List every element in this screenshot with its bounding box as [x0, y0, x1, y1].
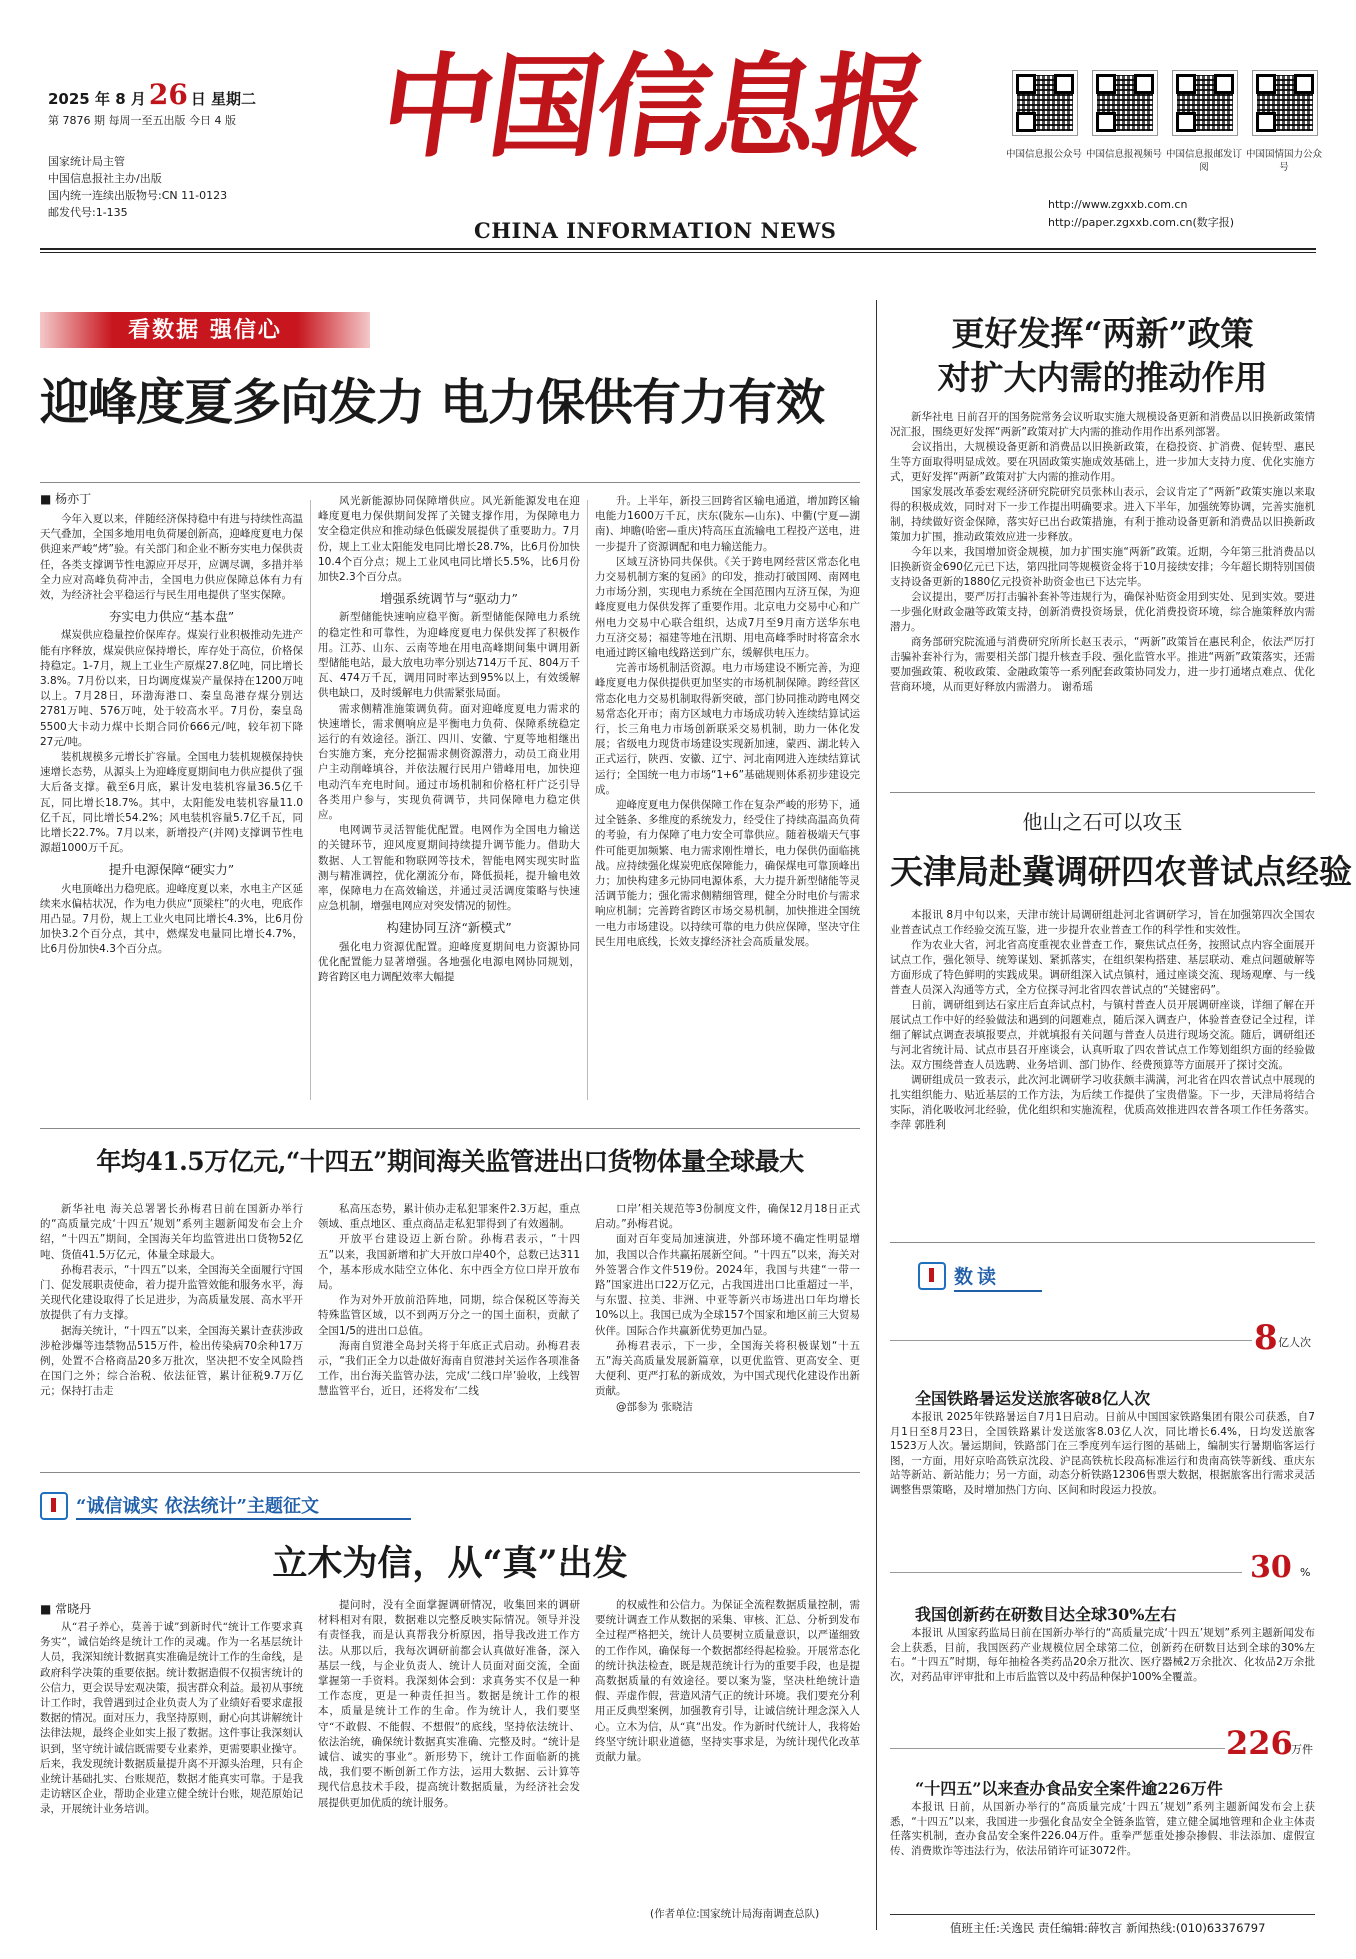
paragraph: 今年入夏以来，伴随经济保持稳中有进与持续性高温天气叠加，全国多地用电负荷屡创新高，迎峰度夏电力保供迎来严峻“烤”验。有关部门和企业不断夯实电力保供责任，各类支撑调节性电源应开尽开，应调尽调，多措并举全力应对高峰负荷冲击，全国电力供应保障总体有力有效，为经济社会平稳运行与民生用电提供了坚实保障。: [40, 513, 303, 602]
section-icon: [40, 1492, 68, 1520]
section-subhead: 提升电源保障“硬实力”: [108, 862, 235, 878]
lead-byline: ■ 杨亦丁: [40, 492, 92, 506]
paragraph: 私高压态势，累计侦办走私犯罪案件2.3万起，重点领域、重点地区、重点商品走私犯罪得到了有效遏制。: [318, 1203, 580, 1231]
stat-unit: %: [1300, 1566, 1311, 1579]
right1-body: [890, 410, 1315, 780]
publisher-info: 国家统计局主管 中国信息报社主办/出版 国内统一连续出版物号:CN 11-0123 邮发代号:1-135: [48, 155, 228, 219]
shudu-title: 数读: [954, 1266, 1001, 1288]
paragraph: 新华社电 海关总署署长孙梅君日前在国新办举行的“高质量完成‘十四五’规划”系列主题新闻发布会上介绍，“十四五”期间，全国海关年均监管进出口货物52亿吨、货值41.5万亿元，体量全球最大。: [40, 1203, 303, 1261]
stat-number: 30: [1250, 1550, 1292, 1585]
paragraph: 商务部研究院流通与消费研究所所长赵玉表示，“两新”政策旨在惠民利企，依法严厉打击骗补套补行为，需要相关部门提升核查手段、强化监管水平。推进“两新”政策落实，还需要加强政策、税收政策、金融政策等一系列配套政策协同发力，进一步打通堵点难点、优化营商环境，从而更好释放内需潜力。 谢希瑶: [890, 636, 1315, 693]
paragraph: 国家发展改革委宏观经济研究院研究员张林山表示，会议肯定了“两新”政策实施以来取得的积极成效，同时对下一步工作提出明确要求。进入下半年，加强统筹协调，完善实施机制，持续做好资金保障，落实好已出台政策措施，有利于推动设备更新和消费品以旧换新政策加力扩围，推动政策效应进一步释放。: [890, 486, 1315, 543]
stat-number: 8: [1254, 1318, 1278, 1358]
paragraph: 孙梅君表示，下一步，全国海关将积极谋划“十五五”海关高质量发展新篇章，以更优监管、更高安全、更大便利、更严打私的新成效，为中国式现代化建设作出新贡献。: [595, 1339, 860, 1398]
column-divider: [310, 500, 311, 1100]
customs-column-1: [40, 1202, 303, 1457]
section-rule: [40, 1128, 860, 1129]
paragraph: 本报讯 8月中旬以来，天津市统计局调研组赴河北省调研学习，旨在加强第四次全国农业普查试点工作经验交流互鉴，进一步提升农业普查工作的科学性和实效性。: [890, 909, 1315, 936]
paragraph: 火电顶峰出力稳兜底。迎峰度夏以来，水电主产区延续来水偏枯状况，作为电力供应“顶梁柱”的火电，兜底作用凸显。7月份，规上工业火电同比增长4.3%，比6月份加快3.2个百分点，其中，燃煤发电量同比增长4.7%，比6月份加快4.3个百分点。: [40, 882, 303, 956]
paragraph: 据海关统计，“十四五”以来，全国海关累计查获涉政涉枪涉爆等违禁物品515万件，检出传染病70余种17万例，处置不合格商品20多万批次，坚决把不安全风险挡在国门之外；综合治税、依法征管，累计征税9.7万亿元；保持打击走: [40, 1324, 303, 1398]
paragraph: 装机规模多元增长扩容量。全国电力装机规模保持快速增长态势，从源头上为迎峰度夏期间电力供应提供了强大后备支撑。截至6月底，累计发电装机容量36.5亿千瓦，同比增长18.7%。其中，太阳能发电装机容量11.0亿千瓦，同比增长54.2%；风电装机容量5.7亿千瓦，同比增长22.7%。7月以来，新增投产(并网)支撑调节性电源超1000万千瓦。: [40, 751, 303, 855]
paragraph: 孙梅君表示，“十四五”以来，全国海关全面履行守国门、促发展职责使命，着力提升监管效能和服务水平，海关现代化建设取得了长足进步，为高质量发展、高水平开放提供了有力支撑。: [40, 1263, 303, 1322]
right1-headline-line2: 对扩大内需的推动作用: [937, 358, 1268, 397]
paragraph: 口岸’相关规范等3份制度文件，确保12月18日正式启动。”孙梅君说。: [595, 1203, 860, 1231]
qr-code-video: [1092, 70, 1158, 136]
paragraph: 新型储能快速响应稳平衡。新型储能保障电力系统的稳定性和可靠性，为迎峰度夏电力保供发挥了积极作用。江苏、山东、云南等地在用电高峰期间集中调用新型储能电站，最大放电功率分别达714万千瓦、804万千瓦、474万千瓦，调用同时率达到95%以上，有效缓解供电缺口，及时缓解电力供需紧张局面。: [318, 611, 580, 700]
paragraph: 开放平台建设迈上新台阶。孙梅君表示，“十四五”以来，我国新增和扩大开放口岸40个，总数已达311个，基本形成水陆空立体化、东中西全方位口岸开放布局。: [318, 1233, 580, 1292]
stat-headline: “十四五”以来查办食品安全案件逾226万件: [915, 1779, 1223, 1798]
essay-section-title: “诚信诚实 依法统计”主题征文: [76, 1496, 319, 1517]
shudu-header: [890, 1260, 1315, 1294]
essay-headline: 立木为信，从“真”出发: [272, 1543, 628, 1584]
qr-caption: 中国国情国力公众号: [1245, 149, 1322, 173]
stat-number: 226: [1226, 1724, 1293, 1762]
paragraph: 今年以来，我国增加资金规模，加力扩围实施“两新”政策。近期，今年第三批消费品以旧换新资金690亿元已下达，第四批同等规模资金将于10月接续安排；今年超长期特别国债支持设备更新的1880亿元投资补助资金也已下达完毕。: [890, 546, 1315, 588]
stat-line: [890, 1748, 1225, 1749]
stat-text: 本报讯 从国家药监局日前在国新办举行的“高质量完成‘十四五’规划”系列主题新闻发布会上获悉，目前，我国医药产业规模位居全球第二位，创新药在研数目达到全球的30%左右。“十四五”时期，每年抽检各类药品20余万批次、医疗器械2万余批次、化妆品2万余批次，对药品审评审批和上市后监管以及中药品种保护100%全覆盖。: [890, 1627, 1315, 1683]
section-icon: [918, 1262, 946, 1290]
digital-paper-url[interactable]: http://paper.zgxxb.com.cn(数字报): [1048, 216, 1235, 229]
qr-caption: 中国信息报公众号: [1005, 149, 1082, 160]
section-subhead: 夯实电力供应“基本盘”: [108, 609, 235, 625]
stat-unit: 亿人次: [1278, 1336, 1311, 1349]
lead-headline: 迎峰度夏多向发力 电力保供有力有效: [40, 373, 825, 431]
newspaper-title-en: CHINA INFORMATION NEWS: [474, 218, 837, 243]
right2-kicker: 他山之石可以攻玉: [1022, 810, 1183, 834]
customs-headline: 年均41.5万亿元,“十四五”期间海关监管进出口货物体量全球最大: [96, 1147, 804, 1176]
paragraph: 完善市场机制活资源。电力市场建设不断完善，为迎峰度夏电力保供提供更加坚实的市场机制保障。跨经营区常态化电力交易机制取得新突破，部门协同推动跨电网交易常态化开市；南方区域电力市场成功转入连续结算试运行，长三角电力市场创新联采交易机制，助力一体化发展；省级电力现货市场建设实现新加速，蒙西、湖北转入正式运行，陕西、安徽、辽宁、河北南网进入连续结算试运行；全国统一电力市场“1+6”基础规则体系初步建设完成。: [595, 662, 860, 796]
masthead: [0, 0, 1356, 300]
paragraph: 风光新能源协同保障增供应。风光新能源发电在迎峰度夏电力保供期间发挥了关键支撑作用，为保障电力安全稳定供应和推动绿色低碳发展提供了重要助力。7月份，规上工业太阳能发电同比增长28.7%，比6月份加快10.4个百分点；规上工业风电同比增长5.5%，比6月份加快2.3个百分点。: [318, 495, 580, 584]
stat-headline: 我国创新药在研数目达全球30%左右: [915, 1605, 1177, 1624]
lead-rule: [40, 482, 860, 483]
section-banner: [40, 312, 370, 348]
essay-byline: ■ 常晓丹: [40, 1602, 92, 1616]
section-subhead: 构建协同互济“新模式”: [386, 920, 512, 936]
main-divider: [876, 300, 877, 1930]
newspaper-title: 中国信息报: [372, 42, 932, 173]
paragraph: 会议提出，要严厉打击骗补套补等违规行为，确保补贴资金用到实处、见到实效。要进一步强化财政金融等政策支持，创新消费投资场景，优化消费投资环境，综合施策释放内需潜力。: [890, 591, 1315, 633]
paragraph: 会议指出，大规模设备更新和消费品以旧换新政策，在稳投资、扩消费、促转型、惠民生等方面取得明显成效。要在巩固政策实施成效基础上，进一步加大支持力度、优化实施方式，更好发挥“两新”政策对扩大内需的推动作用。: [890, 441, 1315, 483]
qr-code-guoqing: [1252, 70, 1318, 136]
paragraph: 需求侧精准施策调负荷。面对迎峰度夏电力需求的快速增长，需求侧响应是平衡电力负荷、保障系统稳定运行的有效途径。浙江、四川、安徽、宁夏等地相继出台实施方案，充分挖掘需求侧资源潜力，动员工商业用户主动削峰填谷，并依法履行民用户错峰用电，加快迎电动汽车充电时间。通过市场机制和价格杠杆广泛引导各类用户参与，实现负荷调节，共同保障电力稳定供应。: [318, 702, 580, 822]
right1-headline-line1: 更好发挥“两新”政策: [951, 314, 1254, 353]
paragraph: 作为对外开放前沿阵地，同期，综合保税区等海关特殊监管区域，以不到两万分之一的国土面积，贡献了全国1/5的进出口总值。: [318, 1294, 580, 1337]
paragraph: 海南自贸港全岛封关将于年底正式启动。孙梅君表示，“我们正全力以赴做好海南自贸港封关运作各项准备工作，出台海关监管办法，完成‘二线口岸’验收，上线智慧监管平台，近日，还将发布‘二线: [318, 1339, 580, 1398]
essay-column-3: 的权威性和公信力。为保证全流程数据质量控制，需要统计调查工作从数据的采集、审核、汇总、分析到发布全过程严格把关，统计人员要树立质量意识，以严谨细致的工作作风，确保每一个数据都经得起检验。开展常态化的统计执法检查，既是规范统计行为的重要手段，也是提高数据质量的有效途径。要以案为鉴，坚决杜绝统计造假、弄虚作假，营造风清气正的统计环境。我们要充分利用正反典型案例，加强教育引导，让诚信统计理念深入人心。立木为信，从“真”出发。作为新时代统计人，我将始终坚守统计职业道德，坚持实事求是，为统计现代化改革贡献力量。: [595, 1599, 860, 1764]
paragraph: 电网调节灵活智能优配置。电网作为全国电力输送的关键环节，迎风度夏期间持续提升调节能力。借助大数据、人工智能和物联网等技术，智能电网实现实时监测与精准调控，优化潮流分布，降低损耗，提升输电效率，保障电力在高效输送，并通过灵活调度策略与快速应急机制，增强电网应对突发情况的韧性。: [318, 824, 580, 913]
paragraph: 调研组成员一致表示，此次河北调研学习收获颇丰满满，河北省在四农普试点中展现的扎实组织能力、贴近基层的工作方法，为后续工作提供了宝贵借鉴。下一步，天津局将结合实际，消化吸收河北经验，优化组织和实施流程，优质高效推进四农普各项工作任务落实。 李萍 郭胜利: [890, 1074, 1315, 1131]
paragraph: 强化电力资源优配置。迎峰度夏期间电力资源协同优化配置能力显著增强。各地强化电源电网协同规划，跨省跨区电力调配效率大幅提: [318, 940, 580, 984]
banner-text: 看数据 强信心: [128, 317, 282, 343]
essay-column-1: 从“君子养心，莫善于诚”到新时代“统计工作要求真务实”，诚信始终是统计工作的灵魂。作为一名基层统计人员，我深知统计数据真实准确是统计工作的生命线，是政府科学决策的重要依据。统计数据造假不仅损害统计的公信力，更会误导宏观决策，损害群众利益。最初从事统计工作时，我曾遇到过企业负责人为了业绩好看要求虚报数据的情况。面对压力，我坚持原则，耐心向其讲解统计法律法规，最终企业如实上报了数据。这件事让我深刻认识到，坚守统计诚信既需要专业素养，更需要职业操守。后来，我发现统计数据质量提升离不开源头治理，只有企业统计基础扎实、台账规范，数据才能真实可靠。于是我走访辖区企业，帮助企业建立健全统计台账，规范原始记录，开展统计业务培训。: [40, 1621, 303, 1816]
customs-column-3: [595, 1202, 860, 1457]
paragraph: @部参为 张晓洁: [616, 1400, 693, 1413]
qr-code-subscribe: [1172, 70, 1238, 136]
paragraph: 升。上半年，新投三回跨省区输电通道，增加跨区输电能力1600万千瓦，庆东(陇东—山东)、中衢(宁夏—湖南)、坤瞻(哈密—重庆)特高压直流输电工程投产送电，进一步提升了资源调配和电力输送能力。: [595, 495, 860, 553]
stat-headline: 全国铁路暑运发送旅客破8亿人次: [915, 1389, 1151, 1408]
paragraph: 区域互济协同共保供。《关于跨电网经营区常态化电力交易机制方案的复函》的印发，推动打破国网、南网电力市场分割，实现电力系统在全国范围内互济互保，为迎峰度夏电力保供发挥了重要作用。北京电力交易中心和广州电力交易中心联合组织，达成7月至9月南方送华东电力互济交易；福建等地在汛期、用电高峰季时时将富余水电通过跨区输电线路送到广东，缓解供电压力。: [595, 555, 860, 660]
issue-number: 第 7876 期 每周一至五出版 今日 4 版: [48, 114, 236, 127]
stat-line: [890, 1340, 1252, 1341]
paragraph: 面对百年变局加速演进，外部环境不确定性明显增加，我国以合作共赢拓展新空间。“十四五”以来，海关对外签署合作文件519份。2024年，我国与共建“一带一路”国家进出口22万亿元，占我国进出口比重超过一半，与东盟、拉美、非洲、中亚等新兴市场进出口年均增长10%以上。我国已成为全球157个国家和地区前三大贸易伙伴。国际合作共赢新优势更加凸显。: [595, 1233, 860, 1337]
stat-text: 本报讯 日前，从国新办举行的“高质量完成‘十四五’规划”系列主题新闻发布会上获悉，“十四五”以来，我国进一步强化食品安全全链条监管，建立健全属地管理和企业主体责任落实机制，查办食品安全案件226.04万件。重拳严惩重处掺杂掺假、非法添加、虚假宣传、消费欺诈等违法行为，依法吊销许可证3072件。: [890, 1801, 1315, 1857]
section-subhead: 增强系统调节与“驱动力”: [380, 591, 518, 607]
paragraph: 煤炭供应稳量控价保库存。煤炭行业积极推动先进产能有序释放，煤炭供应保持增长，库存处于高位，价格保持稳定。1-7月，规上工业生产原煤27.8亿吨，同比增长3.8%。7月份以来，日均调度煤炭产量保持在1200万吨以上。7月28日，环渤海港口、秦皇岛港存煤分别达2781万吨、576万吨，处于较高水平。7月份，秦皇岛5500大卡动力煤中长期合同价666元/吨，较年初下降27元/吨。: [40, 629, 303, 748]
lead-column-1: [40, 512, 303, 1122]
paragraph: 新华社电 日前召开的国务院常务会议听取实施大规模设备更新和消费品以旧换新政策情况汇报，围绕更好发挥“两新”政策对扩大内需的推动作用作出系列部署。: [890, 411, 1315, 438]
customs-column-2: [318, 1202, 580, 1457]
qr-code-wechat: [1012, 70, 1078, 136]
section-rule: [40, 1472, 860, 1473]
column-divider: [587, 500, 588, 1100]
issue-day: 26: [148, 78, 188, 111]
issue-date: 2025 年 8 月 26 日 星期二: [48, 78, 257, 111]
right2-headline: 天津局赴冀调研四农普试点经验: [890, 852, 1352, 891]
lead-column-3: [595, 494, 860, 1122]
essay-section-tag: [40, 1490, 420, 1520]
footer-rule: [890, 1914, 1315, 1915]
qr-caption: 中国信息报视频号: [1085, 149, 1162, 160]
stat-text: 本报讯 2025年铁路暑运自7月1日启动。日前从中国国家铁路集团有限公司获悉，自7月1日至8月23日，全国铁路累计发送旅客8.03亿人次，同比增长6.4%，日均发送旅客1523万人次。暑运期间，铁路部门在三季度列车运行图的基础上，编制实行暑期临客运行图，一方面，用好京哈高铁京沈段、沪昆高铁杭长段高标准运行和贵南高铁等新线、重庆东站等新站、新站能力；另一方面，动态分析铁路12306售票大数据，根据旅客出行需求灵活调整售票策略，及时增加热门方向、区间和时段运力投放。: [890, 1411, 1315, 1496]
paragraph: 迎峰度夏电力保供保障工作在复杂严峻的形势下，通过全链条、多维度的系统发力，经受住了持续高温高负荷的考验，有力保障了电力安全可靠供应。随着极端天气事件可能更加频繁、电力需求刚性增长，电力保供仍面临挑战。应持续强化煤炭兜底保障能力，确保煤电可靠顶峰出力；加快构建多元协同电源体系，大力提升新型储能等灵活调节能力；强化需求侧精细管理，健全分时电价与需求响应机制；完善跨省跨区市场交易机制，加快推进全国统一电力市场建设。以持续可靠的电力供应保障，坚决守住民生用电底线，长效支撑经济社会高质量发展。: [595, 799, 860, 948]
essay-author: (作者单位:国家统计局海南调查总队): [650, 1908, 820, 1920]
section-rule: [890, 1242, 1315, 1243]
footer-credits: 值班主任:关逸民 责任编辑:薛牧言 新闻热线:(010)63376797: [950, 1921, 1266, 1935]
essay-column-2: 提问时，没有全面掌握调研情况，收集回来的调研材料相对有限，数据难以完整反映实际情况。领导并没有责怪我，而是认真帮我分析原因，指导我改进工作方法。从那以后，我每次调研前都会认真做好准备，深入基层一线，与企业负责人、统计人员面对面交流，全面掌握第一手资料。我深刻体会到：求真务实不仅是一种工作态度，更是一种责任担当。数据是统计工作的根本，质量是统计工作的生命。作为统计人，我们要坚守“不敢假、不能假、不想假”的底线，坚持依法统计、依法治统，确保统计数据真实准确、完整及时。“统计是诚信、诚实的事业”。新形势下，统计工作面临新的挑战，我们要不断创新工作方法，运用大数据、云计算等现代信息技术手段，提高统计数据质量，为经济社会发展提供更加优质的统计服务。: [318, 1599, 580, 1809]
paragraph: 作为农业大省，河北省高度重视农业普查工作，聚焦试点任务，按照试点内容全面展开试点工作，强化领导、统筹谋划、紧抓落实，在组织架构搭建、基层联动、难点问题破解等方面形成了特色鲜明的实践成果。调研组深入试点镇村，通过座谈交流、现场观摩、与一线普查人员深入沟通等方式，全方位探寻河北省四农普试点的“关键密码”。: [890, 939, 1315, 996]
stat-unit: 万件: [1291, 1743, 1313, 1756]
section-rule: [890, 792, 1315, 793]
qr-caption: 中国信息报邮发订阅: [1165, 149, 1242, 173]
masthead-rule: [40, 248, 1316, 250]
paragraph: 日前，调研组到达石家庄后直奔试点村，与镇村普查人员开展调研座谈，详细了解在开展试点工作中好的经验做法和遇到的问题难点，随后深入调查户，体验普查登记全过程，详细了解试点调查表填报要点，并就填报有关问题与普查人员进行现场交流。随后，调研组还与河北省统计局、试点市县召开座谈会，认真听取了四农普试点工作筹划组织方面的经验做法。双方围绕普查人员选聘、业务培训、部门协作、经费预算等方面展开了探讨交流。: [890, 999, 1315, 1071]
website-url[interactable]: http://www.zgxxb.com.cn: [1048, 198, 1188, 211]
masthead-rule-thin: [40, 252, 1316, 253]
right2-body: [890, 908, 1315, 1238]
lead-column-2: [318, 494, 580, 1122]
stat-line: [890, 1572, 1242, 1573]
